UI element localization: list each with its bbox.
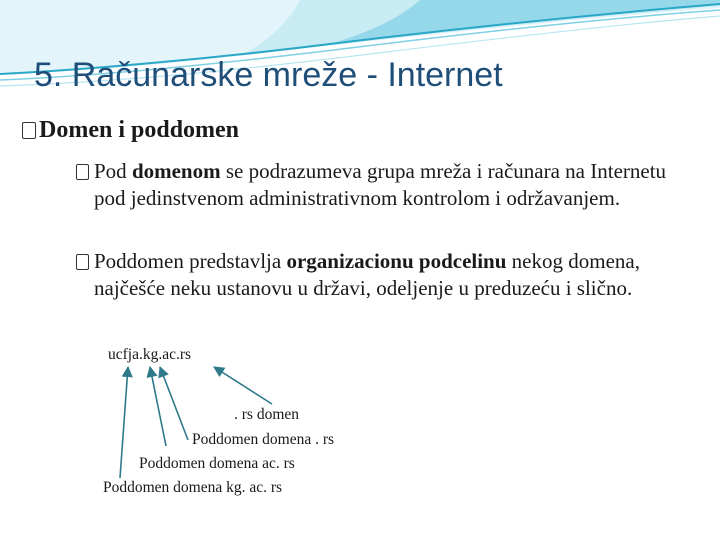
arrow-to-rs xyxy=(214,367,272,404)
arrow-to-kg xyxy=(150,367,166,446)
heading-bullet xyxy=(22,117,239,144)
bullet-box-icon xyxy=(76,164,89,180)
diagram-label-kg-ac-rs: Poddomen domena ac. rs xyxy=(139,455,295,472)
arrow-to-ac xyxy=(160,367,188,440)
diagram-label-ucfja: Poddomen domena kg. ac. rs xyxy=(103,479,283,496)
paragraph-poddomen-text-1: Poddomen predstavlja xyxy=(94,249,287,273)
paragraph-poddomen-bold: organizacionu podcelinu xyxy=(286,249,507,273)
paragraph-domen-text-1: Pod xyxy=(94,159,132,183)
paragraph-domen-text-2: se podrazumeva grupa mreža i računara na Internetu pod jedinstvenom administrativnom kontrolom i održavanjem. xyxy=(94,159,667,210)
arrow-to-ucfja xyxy=(120,367,128,478)
heading-text: Domen i poddomen xyxy=(39,117,240,143)
slide-title: 5. Računarske mreže - Internet xyxy=(34,56,503,94)
paragraph-poddomen-text-2: nekog domena, najčešće neku ustanovu u državi, odeljenje u preduzeću i slično. xyxy=(94,249,640,300)
bullet-box-icon xyxy=(76,254,89,270)
paragraph-poddomen xyxy=(76,248,696,302)
paragraph-domen xyxy=(76,158,696,212)
bullet-box-icon xyxy=(22,122,36,139)
diagram-label-rs: . rs domen xyxy=(234,406,300,423)
diagram-domain-name: ucfja.kg.ac.rs xyxy=(108,346,192,363)
paragraph-domen-bold: domenom xyxy=(131,159,221,183)
diagram-label-ac-rs: Poddomen domena . rs xyxy=(192,431,335,448)
